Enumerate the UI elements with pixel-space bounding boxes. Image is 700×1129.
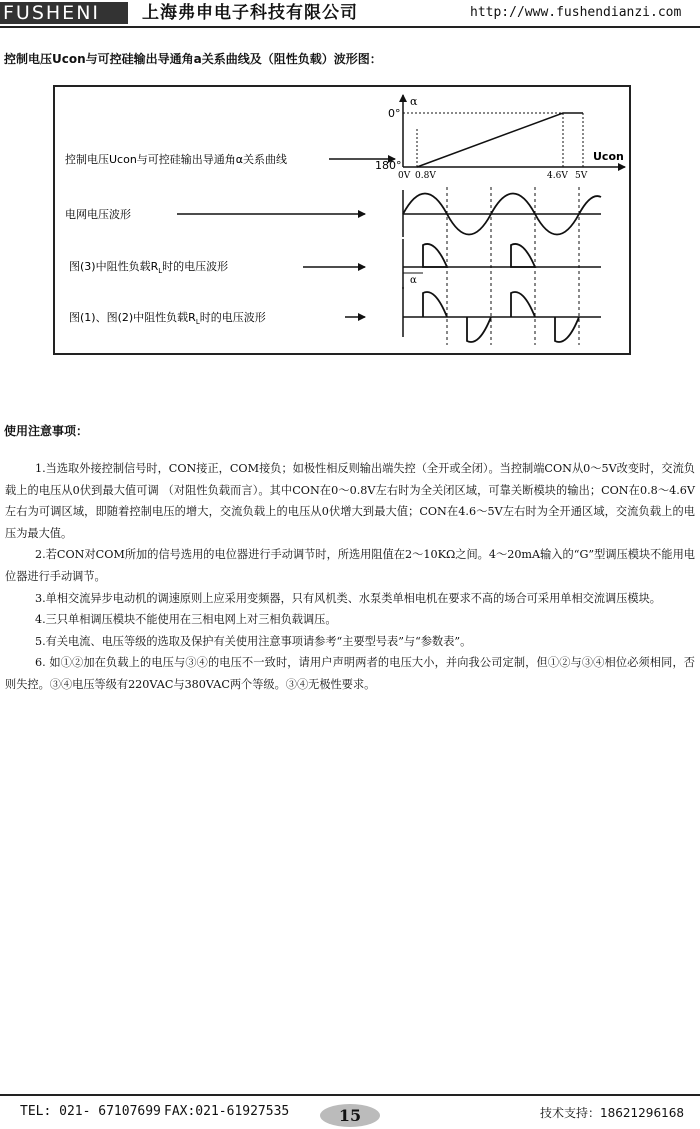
brand-logo: FUSHENI — [0, 2, 128, 24]
notes-heading: 使用注意事项： — [4, 424, 89, 438]
page-header — [0, 0, 700, 28]
row3-pulse-1 — [423, 244, 447, 267]
footer-tel: TEL: 021- 67107699 — [20, 1104, 161, 1119]
header-divider — [0, 26, 700, 28]
row2-label: 电网电压波形 — [65, 208, 131, 221]
alpha-curve — [417, 113, 583, 167]
ucon-axis-label: Ucon — [593, 150, 624, 163]
row1-label: 控制电压Ucon与可控硅输出导通角α关系曲线 — [65, 153, 288, 166]
note-6: 6. 如①②加在负载上的电压与③④的电压不一致时，请用户声明两者的电压大小，并向我公司定制，但①②与③④相位必须相同，否则失控。③④电压等级有220VAC与380VAC两个等级。③④无极性要求。 — [5, 656, 695, 691]
row4-pulse-4 — [555, 317, 579, 342]
page-number: 15 — [320, 1104, 380, 1127]
note-1: 1.当选取外接控制信号时，CON接正，COM接负；如极性相反则输出端失控（全开或全闭）。当控制端CON从0～5V改变时，交流负载上的电压从0伏到最大值可调 （对阻性负载而言）。其中CON在0～0.8V左右时为全关闭区域，可靠关断模块的输出；CON在0.8～4.6V左右为可调区域，即随着控制电压的增大，交流负载上的电压从0伏增大到最大值；CON在4.6～5V左右时为全开通区域，交流负载上的电压为最大值。 — [5, 462, 695, 540]
row4-pulse-2 — [467, 317, 491, 342]
note-4: 4.三只单相调压模块不能使用在三相电网上对三相负载调压。 — [35, 613, 337, 627]
zero-degree-label: 0° — [388, 107, 401, 120]
website-url[interactable]: http://www.fushendianzi.com — [470, 5, 682, 20]
alpha-axis-label: α — [410, 95, 418, 108]
180-degree-label: 180° — [375, 159, 402, 172]
notes-body — [5, 458, 695, 696]
tick-46v: 4.6V — [547, 171, 568, 181]
note-5: 5.有关电流、电压等级的选取及保护有关使用注意事项请参考“主要型号表”与“参数表”。 — [35, 634, 472, 648]
note-2: 2.若CON对COM所加的信号选用的电位器进行手动调节时，所选用阻值在2～10KΩ之间。4～20mA输入的“G”型调压模块不能用电位器进行手动调节。 — [5, 548, 695, 583]
waveform-svg — [55, 87, 629, 353]
footer-divider — [0, 1094, 700, 1096]
row3-label: 图(3)中阻性负载$R_L$时的电压波形 — [69, 260, 229, 275]
company-name: 上海弗申电子科技有限公司 — [142, 3, 358, 23]
row3-pulse-2 — [511, 244, 535, 267]
footer-support: 技术支持：18621296168 — [540, 1106, 684, 1120]
alpha-marker: α — [410, 275, 417, 286]
row4-pulse-1 — [423, 292, 447, 317]
row4-pulse-3 — [511, 292, 535, 317]
tick-5v: 5V — [575, 171, 588, 181]
tick-08v: 0.8V — [415, 171, 436, 181]
tick-0v: 0V — [398, 171, 411, 181]
waveform-diagram — [53, 85, 631, 355]
diagram-title: 控制电压Ucon与可控硅输出导通角a关系曲线及（阻性负载）波形图： — [4, 52, 382, 66]
row4-label: 图(1)、图(2)中阻性负载$R_L$时的电压波形 — [69, 311, 266, 326]
footer-fax: FAX:021-61927535 — [164, 1104, 290, 1119]
note-3: 3.单相交流异步电动机的调速原则上应采用变频器，只有风机类、水泵类单相电机在要求不高的场合可采用单相交流调压模块。 — [35, 591, 661, 605]
